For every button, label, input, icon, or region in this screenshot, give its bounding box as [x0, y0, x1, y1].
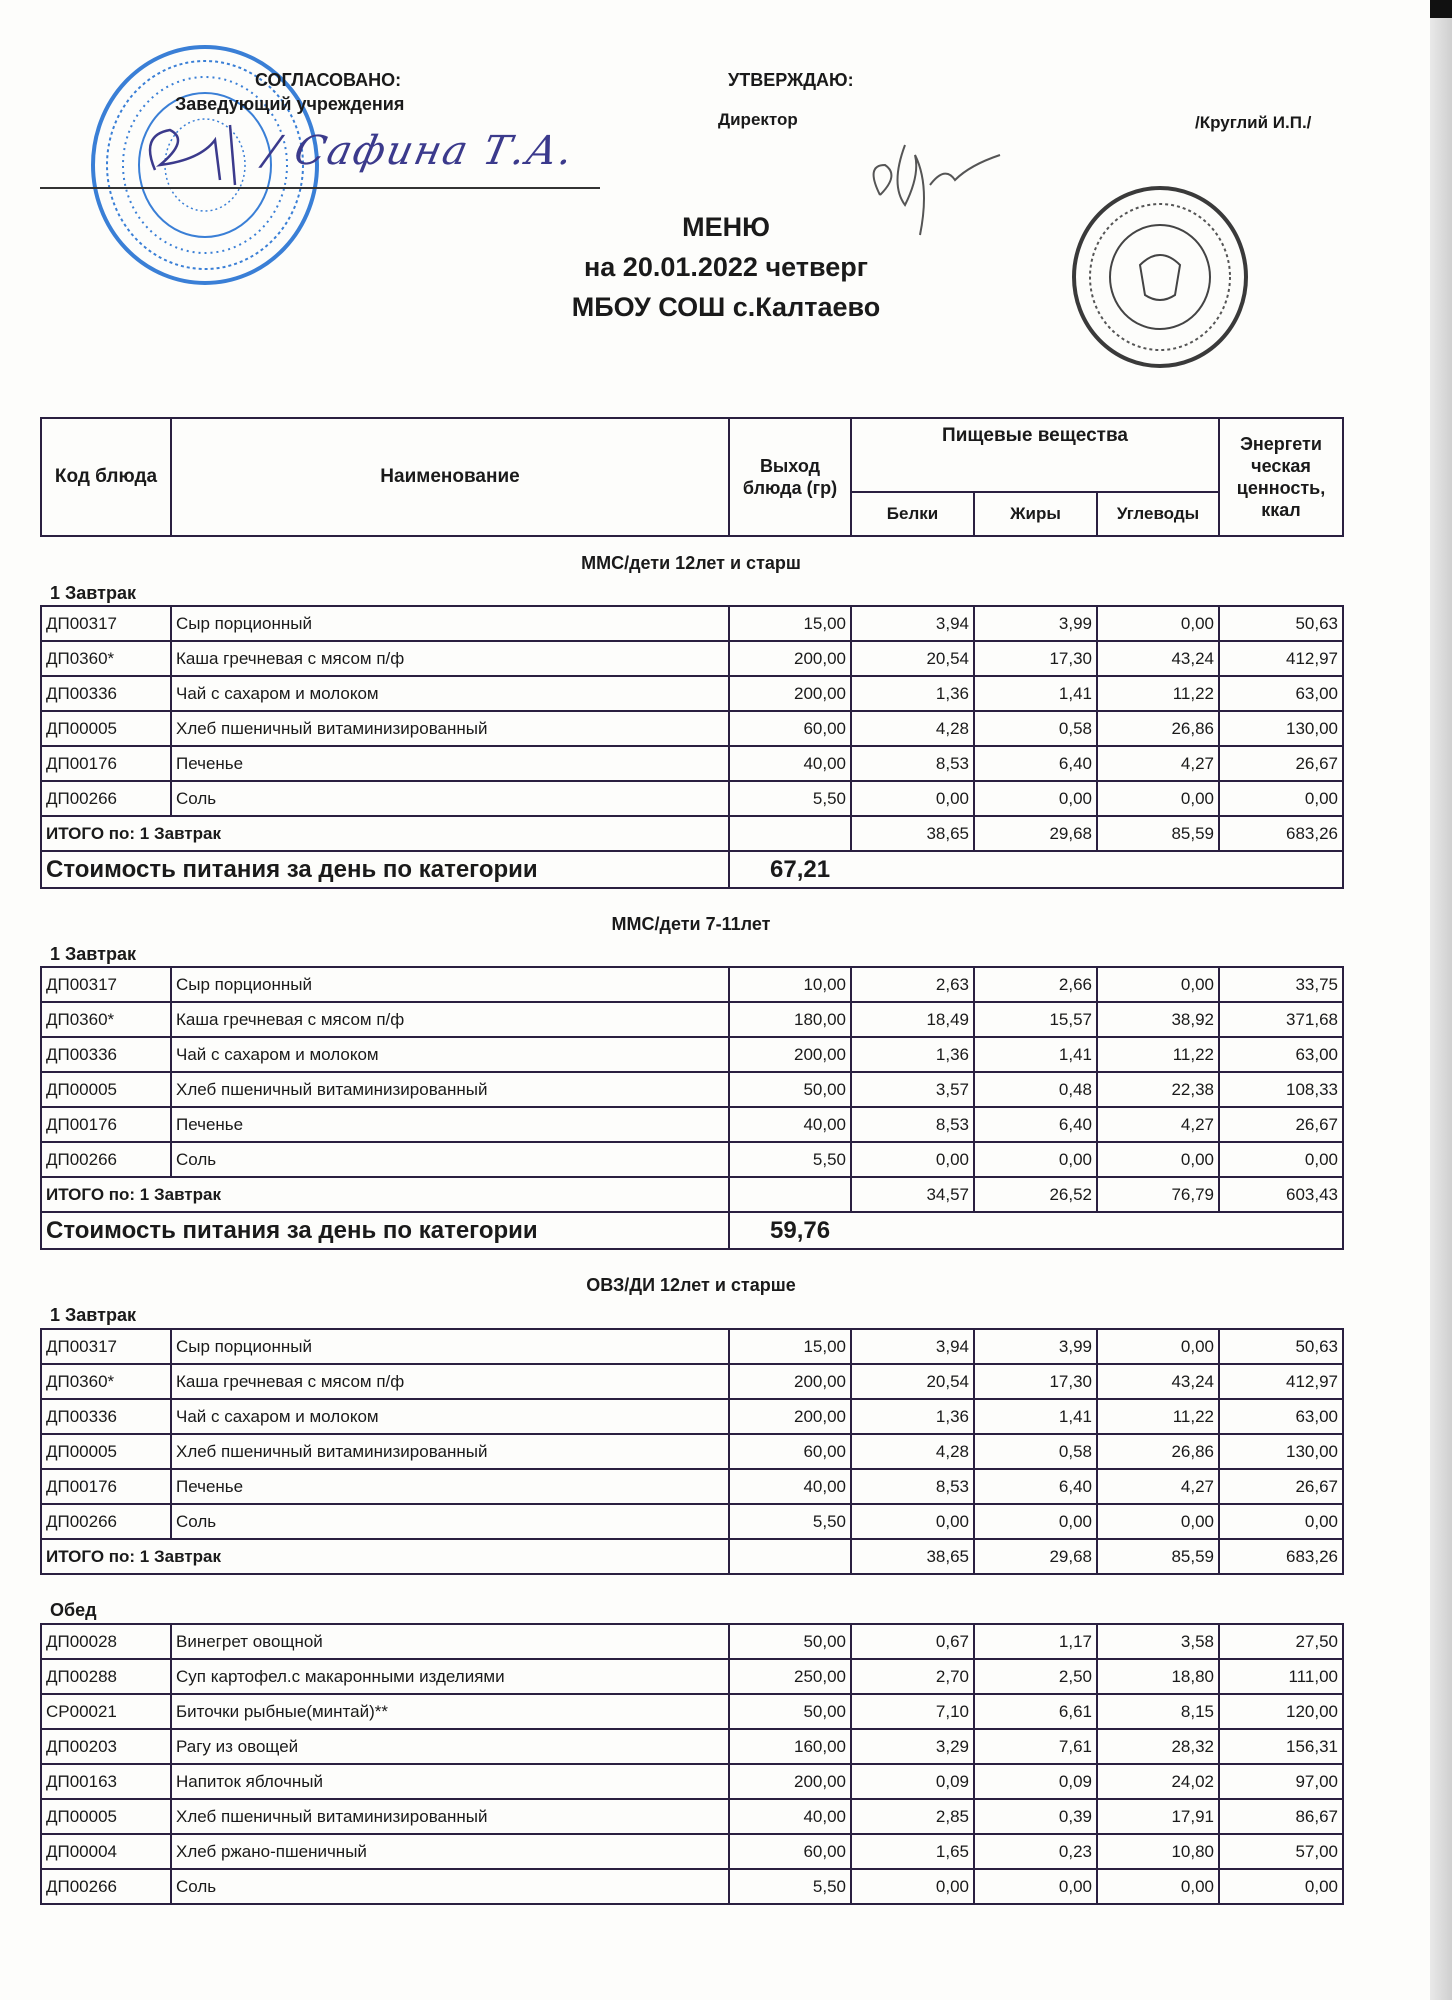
dish-name: Хлеб ржано-пшеничный: [171, 1834, 729, 1869]
dish-name: Каша гречневая с мясом п/ф: [171, 641, 729, 676]
dish-energy: 33,75: [1219, 967, 1343, 1002]
dish-output: 5,50: [729, 1869, 851, 1904]
dish-code: ДП00176: [41, 1107, 171, 1142]
dish-output: 200,00: [729, 1399, 851, 1434]
table-row: [41, 606, 1343, 641]
dish-name: Биточки рыбные(минтай)**: [171, 1694, 729, 1729]
school-name: МБОУ СОШ с.Калтаево: [571, 292, 881, 322]
dish-code: ДП00163: [41, 1764, 171, 1799]
dish-carbs: 0,00: [1097, 1869, 1219, 1904]
dish-name: Каша гречневая с мясом п/ф: [171, 1364, 729, 1399]
table-row: [41, 1142, 1343, 1177]
dish-carbs: 24,02: [1097, 1764, 1219, 1799]
table-row: [41, 1729, 1343, 1764]
header-fats: Жиры: [974, 492, 1097, 536]
meal-label: 1 Завтрак: [50, 1305, 136, 1325]
approve-label: УТВЕРЖДАЮ:: [728, 70, 854, 90]
menu-title: МЕНЮ: [682, 212, 770, 242]
dish-output: 200,00: [729, 641, 851, 676]
dish-fats: 3,99: [974, 606, 1097, 641]
dish-energy: 108,33: [1219, 1072, 1343, 1107]
total-carbs: 76,79: [1097, 1177, 1219, 1212]
table-row: [41, 967, 1343, 1002]
table-row: [41, 641, 1343, 676]
dish-proteins: 7,10: [851, 1694, 974, 1729]
header-energy: Энергети ческая ценность, ккал: [1219, 418, 1343, 536]
dish-fats: 1,41: [974, 1399, 1097, 1434]
dish-output: 60,00: [729, 1834, 851, 1869]
dish-output: 250,00: [729, 1659, 851, 1694]
dish-proteins: 3,94: [851, 1329, 974, 1364]
scan-corner: [1430, 0, 1452, 18]
dish-carbs: 17,91: [1097, 1799, 1219, 1834]
dish-fats: 6,40: [974, 746, 1097, 781]
dish-code: ДП00317: [41, 967, 171, 1002]
dish-code: ДП0360*: [41, 641, 171, 676]
dish-fats: 17,30: [974, 1364, 1097, 1399]
dish-fats: 1,41: [974, 1037, 1097, 1072]
dish-name: Сыр порционный: [171, 1329, 729, 1364]
dish-energy: 130,00: [1219, 711, 1343, 746]
total-label: ИТОГО по: 1 Завтрак: [41, 1177, 729, 1212]
total-fats: 26,52: [974, 1177, 1097, 1212]
table-row: [41, 746, 1343, 781]
dish-proteins: 2,63: [851, 967, 974, 1002]
dish-proteins: 4,28: [851, 711, 974, 746]
total-proteins: 34,57: [851, 1177, 974, 1212]
dish-name: Чай с сахаром и молоком: [171, 676, 729, 711]
category-label: ММС/дети 12лет и старш: [581, 553, 801, 573]
dish-fats: 7,61: [974, 1729, 1097, 1764]
dish-code: ДП00266: [41, 1869, 171, 1904]
total-output: [729, 1539, 851, 1574]
dish-name: Сыр порционный: [171, 606, 729, 641]
dish-fats: 3,99: [974, 1329, 1097, 1364]
dish-output: 5,50: [729, 1504, 851, 1539]
dish-name: Суп картофел.с макаронными изделиями: [171, 1659, 729, 1694]
total-output: [729, 816, 851, 851]
dish-output: 40,00: [729, 1469, 851, 1504]
table-row: [41, 1469, 1343, 1504]
dish-carbs: 11,22: [1097, 1399, 1219, 1434]
dish-fats: 0,39: [974, 1799, 1097, 1834]
total-row: [41, 1539, 1343, 1574]
dish-carbs: 4,27: [1097, 1107, 1219, 1142]
dish-name: Хлеб пшеничный витаминизированный: [171, 711, 729, 746]
total-energy: 683,26: [1219, 816, 1343, 851]
dish-fats: 0,00: [974, 781, 1097, 816]
dish-fats: 2,66: [974, 967, 1097, 1002]
dish-proteins: 4,28: [851, 1434, 974, 1469]
total-proteins: 38,65: [851, 1539, 974, 1574]
dish-output: 60,00: [729, 1434, 851, 1469]
meal-label: Обед: [50, 1600, 97, 1620]
total-carbs: 85,59: [1097, 1539, 1219, 1574]
cost-row: [41, 1212, 1343, 1249]
dish-energy: 111,00: [1219, 1659, 1343, 1694]
table-row: [41, 1624, 1343, 1659]
dish-proteins: 8,53: [851, 746, 974, 781]
dish-proteins: 1,36: [851, 1037, 974, 1072]
dish-code: СР00021: [41, 1694, 171, 1729]
dish-name: Соль: [171, 1142, 729, 1177]
dish-energy: 412,97: [1219, 641, 1343, 676]
total-output: [729, 1177, 851, 1212]
total-carbs: 85,59: [1097, 816, 1219, 851]
dish-code: ДП00005: [41, 1072, 171, 1107]
dish-carbs: 0,00: [1097, 606, 1219, 641]
dish-energy: 27,50: [1219, 1624, 1343, 1659]
dish-energy: 63,00: [1219, 1399, 1343, 1434]
dish-output: 200,00: [729, 676, 851, 711]
header-code: Код блюда: [41, 418, 171, 536]
dish-name: Печенье: [171, 1469, 729, 1504]
dish-name: Чай с сахаром и молоком: [171, 1399, 729, 1434]
cost-value: 59,76: [729, 1212, 1343, 1249]
dish-proteins: 3,94: [851, 606, 974, 641]
category-label: ОВЗ/ДИ 12лет и старше: [586, 1275, 796, 1295]
dish-energy: 97,00: [1219, 1764, 1343, 1799]
dish-proteins: 3,57: [851, 1072, 974, 1107]
dish-code: ДП00266: [41, 1504, 171, 1539]
dish-carbs: 0,00: [1097, 1329, 1219, 1364]
dish-fats: 0,09: [974, 1764, 1097, 1799]
total-label: ИТОГО по: 1 Завтрак: [41, 1539, 729, 1574]
total-energy: 683,26: [1219, 1539, 1343, 1574]
dish-code: ДП00005: [41, 1434, 171, 1469]
total-row: [41, 816, 1343, 851]
table-row: [41, 1764, 1343, 1799]
total-fats: 29,68: [974, 816, 1097, 851]
dish-name: Печенье: [171, 746, 729, 781]
table-row: [41, 711, 1343, 746]
dish-carbs: 0,00: [1097, 1504, 1219, 1539]
table-row: [41, 1504, 1343, 1539]
dish-name: Хлеб пшеничный витаминизированный: [171, 1434, 729, 1469]
dish-fats: 0,58: [974, 711, 1097, 746]
dish-carbs: 0,00: [1097, 781, 1219, 816]
dish-carbs: 4,27: [1097, 746, 1219, 781]
cost-label: Стоимость питания за день по категории: [41, 1212, 729, 1249]
dish-energy: 26,67: [1219, 746, 1343, 781]
table-row: [41, 1037, 1343, 1072]
approve-name: /Круглий И.П./: [1195, 113, 1312, 132]
table-row: [41, 1107, 1343, 1142]
table-row: [41, 1834, 1343, 1869]
dish-name: Чай с сахаром и молоком: [171, 1037, 729, 1072]
dish-energy: 26,67: [1219, 1107, 1343, 1142]
dish-code: ДП00176: [41, 746, 171, 781]
dish-fats: 15,57: [974, 1002, 1097, 1037]
dish-output: 50,00: [729, 1694, 851, 1729]
dish-energy: 0,00: [1219, 1504, 1343, 1539]
cost-row: [41, 851, 1343, 888]
dish-output: 180,00: [729, 1002, 851, 1037]
dish-fats: 17,30: [974, 641, 1097, 676]
table-row: [41, 1329, 1343, 1364]
dish-name: Хлеб пшеничный витаминизированный: [171, 1072, 729, 1107]
dish-energy: 371,68: [1219, 1002, 1343, 1037]
dish-energy: 50,63: [1219, 1329, 1343, 1364]
dish-proteins: 0,00: [851, 781, 974, 816]
category-label: ММС/дети 7-11лет: [611, 914, 771, 934]
header-output: Выход блюда (гр): [729, 418, 851, 536]
dish-proteins: 3,29: [851, 1729, 974, 1764]
dish-output: 200,00: [729, 1764, 851, 1799]
dish-energy: 63,00: [1219, 676, 1343, 711]
dish-carbs: 28,32: [1097, 1729, 1219, 1764]
dish-energy: 0,00: [1219, 1142, 1343, 1177]
dish-name: Сыр порционный: [171, 967, 729, 1002]
table-row: [41, 1002, 1343, 1037]
menu-date: на 20.01.2022 четверг: [583, 252, 868, 282]
dish-output: 200,00: [729, 1364, 851, 1399]
dish-output: 50,00: [729, 1624, 851, 1659]
dish-carbs: 43,24: [1097, 641, 1219, 676]
table-row: [41, 1869, 1343, 1904]
table-row: [41, 676, 1343, 711]
dish-fats: 1,41: [974, 676, 1097, 711]
dish-fats: 6,61: [974, 1694, 1097, 1729]
dish-output: 60,00: [729, 711, 851, 746]
dish-fats: 6,40: [974, 1469, 1097, 1504]
dish-energy: 26,67: [1219, 1469, 1343, 1504]
dish-proteins: 20,54: [851, 1364, 974, 1399]
dish-output: 40,00: [729, 1107, 851, 1142]
total-proteins: 38,65: [851, 816, 974, 851]
agreed-signature: / Сафина Т.А.: [260, 128, 579, 174]
table-row: [41, 1072, 1343, 1107]
table-row: [41, 781, 1343, 816]
dish-carbs: 8,15: [1097, 1694, 1219, 1729]
dish-proteins: 1,65: [851, 1834, 974, 1869]
dish-fats: 0,00: [974, 1504, 1097, 1539]
dish-proteins: 0,00: [851, 1504, 974, 1539]
dish-energy: 412,97: [1219, 1364, 1343, 1399]
dish-carbs: 10,80: [1097, 1834, 1219, 1869]
dish-name: Соль: [171, 1869, 729, 1904]
dish-name: Хлеб пшеничный витаминизированный: [171, 1799, 729, 1834]
dish-output: 160,00: [729, 1729, 851, 1764]
menu-table: [40, 1328, 1344, 1575]
dish-code: ДП00004: [41, 1834, 171, 1869]
dish-proteins: 8,53: [851, 1107, 974, 1142]
dish-carbs: 26,86: [1097, 1434, 1219, 1469]
dish-code: ДП00336: [41, 1037, 171, 1072]
dish-code: ДП00288: [41, 1659, 171, 1694]
total-label: ИТОГО по: 1 Завтрак: [41, 816, 729, 851]
dish-energy: 63,00: [1219, 1037, 1343, 1072]
dish-energy: 86,67: [1219, 1799, 1343, 1834]
menu-table-header: [40, 417, 1344, 537]
dish-carbs: 3,58: [1097, 1624, 1219, 1659]
dish-carbs: 0,00: [1097, 967, 1219, 1002]
dish-output: 200,00: [729, 1037, 851, 1072]
dish-code: ДП00317: [41, 606, 171, 641]
dish-energy: 50,63: [1219, 606, 1343, 641]
table-row: [41, 1799, 1343, 1834]
dish-carbs: 11,22: [1097, 1037, 1219, 1072]
dish-output: 10,00: [729, 967, 851, 1002]
dish-proteins: 2,70: [851, 1659, 974, 1694]
dish-code: ДП00176: [41, 1469, 171, 1504]
total-energy: 603,43: [1219, 1177, 1343, 1212]
dish-output: 15,00: [729, 1329, 851, 1364]
dish-name: Напиток яблочный: [171, 1764, 729, 1799]
table-row: [41, 1659, 1343, 1694]
header-name: Наименование: [171, 418, 729, 536]
dish-proteins: 0,00: [851, 1142, 974, 1177]
dish-proteins: 1,36: [851, 1399, 974, 1434]
dish-output: 5,50: [729, 781, 851, 816]
meal-label: 1 Завтрак: [50, 583, 136, 603]
dish-code: ДП00266: [41, 781, 171, 816]
header-proteins: Белки: [851, 492, 974, 536]
dish-fats: 0,23: [974, 1834, 1097, 1869]
dish-carbs: 11,22: [1097, 676, 1219, 711]
dish-proteins: 8,53: [851, 1469, 974, 1504]
dish-name: Каша гречневая с мясом п/ф: [171, 1002, 729, 1037]
dish-code: ДП00336: [41, 1399, 171, 1434]
menu-table: [40, 1623, 1344, 1905]
dish-fats: 0,58: [974, 1434, 1097, 1469]
dish-output: 40,00: [729, 1799, 851, 1834]
table-row: [41, 1434, 1343, 1469]
dish-output: 50,00: [729, 1072, 851, 1107]
dish-carbs: 18,80: [1097, 1659, 1219, 1694]
dish-code: ДП00336: [41, 676, 171, 711]
dish-carbs: 38,92: [1097, 1002, 1219, 1037]
cost-value: 67,21: [729, 851, 1343, 888]
dish-name: Соль: [171, 1504, 729, 1539]
meal-label: 1 Завтрак: [50, 944, 136, 964]
dish-carbs: 4,27: [1097, 1469, 1219, 1504]
dish-name: Печенье: [171, 1107, 729, 1142]
dish-proteins: 20,54: [851, 641, 974, 676]
dish-proteins: 2,85: [851, 1799, 974, 1834]
dish-fats: 1,17: [974, 1624, 1097, 1659]
agreed-role: Заведующий учреждения: [175, 94, 405, 114]
dish-name: Рагу из овощей: [171, 1729, 729, 1764]
dish-output: 15,00: [729, 606, 851, 641]
dish-code: ДП00005: [41, 711, 171, 746]
dish-output: 5,50: [729, 1142, 851, 1177]
dish-name: Соль: [171, 781, 729, 816]
dish-fats: 0,00: [974, 1142, 1097, 1177]
dish-carbs: 22,38: [1097, 1072, 1219, 1107]
dish-energy: 0,00: [1219, 1869, 1343, 1904]
dish-output: 40,00: [729, 746, 851, 781]
dish-carbs: 0,00: [1097, 1142, 1219, 1177]
table-row: [41, 1694, 1343, 1729]
header-nutrients: Пищевые вещества: [851, 418, 1219, 492]
total-fats: 29,68: [974, 1539, 1097, 1574]
dish-energy: 130,00: [1219, 1434, 1343, 1469]
dish-carbs: 43,24: [1097, 1364, 1219, 1399]
dish-energy: 120,00: [1219, 1694, 1343, 1729]
dish-energy: 57,00: [1219, 1834, 1343, 1869]
dish-code: ДП0360*: [41, 1002, 171, 1037]
dish-code: ДП00317: [41, 1329, 171, 1364]
dish-code: ДП00266: [41, 1142, 171, 1177]
table-row: [41, 1364, 1343, 1399]
dish-code: ДП00203: [41, 1729, 171, 1764]
menu-table: [40, 605, 1344, 889]
dish-fats: 0,48: [974, 1072, 1097, 1107]
dish-carbs: 26,86: [1097, 711, 1219, 746]
dish-fats: 2,50: [974, 1659, 1097, 1694]
cost-label: Стоимость питания за день по категории: [41, 851, 729, 888]
dish-code: ДП0360*: [41, 1364, 171, 1399]
menu-table: [40, 966, 1344, 1250]
table-row: [41, 1399, 1343, 1434]
dish-name: Винегрет овощной: [171, 1624, 729, 1659]
dish-proteins: 0,67: [851, 1624, 974, 1659]
dish-fats: 0,00: [974, 1869, 1097, 1904]
dish-proteins: 18,49: [851, 1002, 974, 1037]
approve-role: Директор: [718, 110, 798, 129]
dish-code: ДП00005: [41, 1799, 171, 1834]
dish-code: ДП00028: [41, 1624, 171, 1659]
agreed-label: СОГЛАСОВАНО:: [255, 70, 402, 90]
dish-proteins: 0,00: [851, 1869, 974, 1904]
dish-proteins: 0,09: [851, 1764, 974, 1799]
dish-energy: 0,00: [1219, 781, 1343, 816]
dish-energy: 156,31: [1219, 1729, 1343, 1764]
dish-proteins: 1,36: [851, 676, 974, 711]
header-carbs: Углеводы: [1097, 492, 1219, 536]
dish-fats: 6,40: [974, 1107, 1097, 1142]
total-row: [41, 1177, 1343, 1212]
